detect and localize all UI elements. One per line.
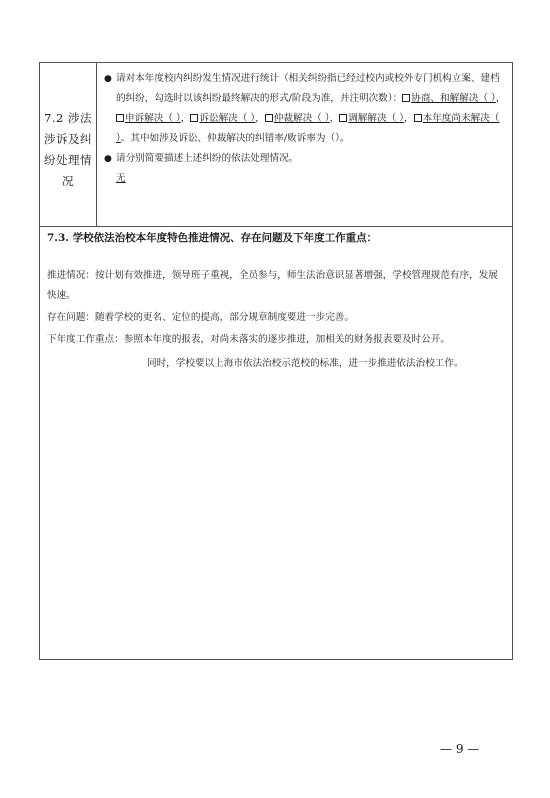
checkbox-icon[interactable] xyxy=(414,114,422,122)
question-2-text: 请分别简要描述上述纠纷的依法处理情况。 xyxy=(116,153,299,164)
question-2-answer[interactable]: 无 xyxy=(116,173,126,184)
question-1-text: 请对本年度校内纠纷发生情况进行统计（相关纠纷指已经过校内或校外专门机构立案、建档的纠纷，勾选时以该纠纷最终解决的形式/阶段为准，并注明次数）： xyxy=(116,73,500,104)
checkbox-icon[interactable] xyxy=(116,114,124,122)
checkbox-icon[interactable] xyxy=(265,114,273,122)
issues-paragraph: 存在问题：随着学校的更名、定位的提高，部分规章制度要进一步完善。 xyxy=(47,312,354,323)
option-arbitration[interactable]: 仲裁解决（ ） xyxy=(265,113,330,124)
page-number: — 9 — xyxy=(440,742,480,756)
section-7-2-content xyxy=(104,69,506,189)
option-unresolved[interactable]: 本年度尚未解决（ ） xyxy=(116,113,500,144)
question-1-tail: 。其中如涉及诉讼、仲裁解决的纠错率/败诉率为（）。 xyxy=(120,133,350,144)
section-7-3-body[interactable] xyxy=(47,266,502,376)
option-appeal[interactable]: 申诉解决（ ） xyxy=(116,113,181,124)
section-7-2-row xyxy=(40,63,512,227)
bullet-icon: ● xyxy=(104,154,112,164)
progress-paragraph: 推进情况：按计划有效推进，领导班子重视，全员参与，师生法治意识显著增强，学校管理规范有序，发展快速。 xyxy=(47,270,498,301)
next-year-paragraph: 下年度工作重点：参照本年度的报表，对尚未落实的逐步推进，加相关的财务报表要及时公开。 xyxy=(47,334,450,345)
bullet-icon: ● xyxy=(104,74,112,84)
question-2 xyxy=(104,149,506,169)
checkbox-icon[interactable] xyxy=(339,114,347,122)
label-line: 纷处理情 xyxy=(44,153,92,167)
label-line: 况 xyxy=(62,174,74,188)
label-line: 7.2 涉法 xyxy=(44,111,92,125)
option-negotiation[interactable]: 协商、和解解决（ ） xyxy=(402,93,496,104)
section-7-2-label xyxy=(40,63,97,226)
checkbox-icon[interactable] xyxy=(402,94,410,102)
checkbox-icon[interactable] xyxy=(190,114,198,122)
closing-paragraph: 同时，学校要以上海市依法治校示范校的标准，进一步推进依法治校工作。 xyxy=(147,358,464,369)
option-mediation[interactable]: 调解解决（ ） xyxy=(339,113,404,124)
section-7-3-title: 7.3. 学校依法治校本年度特色推进情况、存在问题及下年度工作重点： xyxy=(47,232,378,244)
question-1: ● 请对本年度校内纠纷发生情况进行统计（相关纠纷指已经过校内或校外专门机构立案、建档的纠纷，勾选时以该纠纷最终解决的形式/阶段为准，并注明次数）： 协商、和解解决（ ），申诉解决（ ）， 诉讼解决（ ）， 仲裁解决（ ）， 调解解决（ ）， 本年度尚未解决（ ）。其中如涉及诉讼、仲裁解决的纠错率/败诉率为（）。 xyxy=(104,69,506,149)
option-litigation[interactable]: 诉讼解决（ ） xyxy=(190,113,255,124)
report-form-table xyxy=(39,62,513,660)
label-line: 涉诉及纠 xyxy=(44,132,92,146)
